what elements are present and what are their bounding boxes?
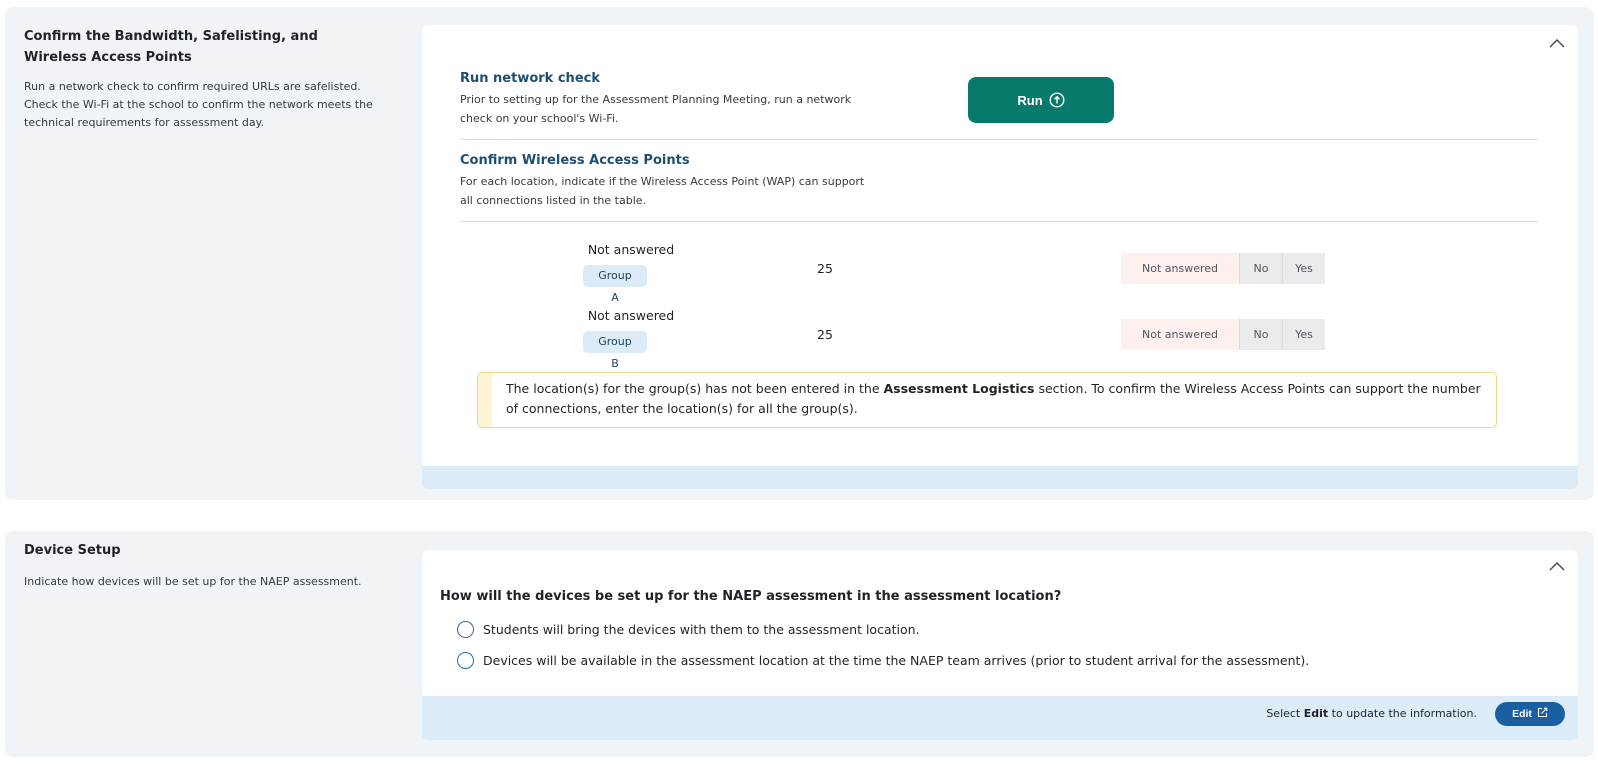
card-footer (422, 466, 1578, 489)
group-b-option-no[interactable]: No (1239, 319, 1282, 350)
device-option-label: Students will bring the devices with them to the assessment location. (483, 622, 920, 637)
device-option-students-bring[interactable] (457, 621, 920, 638)
alert-text (506, 379, 1486, 419)
divider (460, 221, 1538, 222)
network-check-description: Prior to setting up for the Assessment Planning Meeting, run a network check on your school's Wi-Fi. (460, 93, 852, 125)
radio-button[interactable] (457, 652, 474, 669)
group-b-wap-selector (1121, 319, 1325, 350)
alert-text-after: section. To confirm the Wireless Access Points can support the number of connections, enter the location(s) for all the group(s). (506, 381, 1481, 416)
group-a-option-yes[interactable]: Yes (1282, 253, 1325, 284)
device-setup-question: How will the devices be set up for the NAEP assessment in the assessment location? (440, 589, 1062, 604)
group-a-wap-selector (1121, 253, 1325, 284)
edit-hint-before: Select (1266, 707, 1304, 720)
chevron-up-icon[interactable] (1548, 37, 1566, 51)
edit-hint-after: to update the information. (1328, 707, 1477, 720)
device-setup-description: Indicate how devices will be set up for the NAEP assessment. (24, 575, 362, 588)
wap-title: Confirm Wireless Access Points (460, 153, 690, 168)
bandwidth-section-description: Run a network check to confirm required URLs are safelisted. Check the Wi-Fi at the school to confirm the network meets the technical requirements for assessment day. (24, 80, 373, 129)
divider (460, 139, 1538, 140)
device-setup-section (5, 531, 1594, 757)
edit-button[interactable] (1495, 702, 1565, 726)
external-edit-icon (1537, 707, 1548, 721)
network-check-title: Run network check (460, 71, 600, 86)
alert-text-bold: Assessment Logistics (883, 381, 1035, 396)
run-button-label: Run (1017, 92, 1043, 108)
card-footer (422, 696, 1578, 740)
device-setup-title: Device Setup (24, 543, 121, 558)
group-a-option-not-answered[interactable]: Not answered (1121, 253, 1239, 284)
group-a-count: 25 (817, 261, 833, 276)
group-a-status: Not answered (587, 242, 675, 257)
group-b-option-not-answered[interactable]: Not answered (1121, 319, 1239, 350)
location-warning-alert (477, 372, 1497, 428)
group-b-option-yes[interactable]: Yes (1282, 319, 1325, 350)
group-b-count: 25 (817, 327, 833, 342)
radio-button[interactable] (457, 621, 474, 638)
edit-hint-text (1266, 707, 1477, 720)
run-network-check-button[interactable] (968, 77, 1114, 123)
group-a-badge: Group A (583, 265, 647, 287)
device-option-available-at-location[interactable] (457, 652, 1309, 669)
upload-circle-icon (1049, 92, 1065, 108)
chevron-up-icon[interactable] (1548, 560, 1566, 574)
group-b-status: Not answered (587, 308, 675, 323)
alert-accent-bar (478, 373, 492, 427)
edit-button-label: Edit (1512, 708, 1532, 720)
bandwidth-section (5, 7, 1594, 500)
group-b-badge: Group B (583, 331, 647, 353)
device-setup-card (422, 550, 1578, 740)
wap-description: For each location, indicate if the Wireless Access Point (WAP) can support all connections listed in the table. (460, 175, 865, 207)
bandwidth-card (422, 25, 1578, 489)
device-option-label: Devices will be available in the assessment location at the time the NAEP team arrives (prior to student arrival for the assessment). (483, 653, 1310, 668)
edit-hint-bold: Edit (1303, 707, 1329, 720)
alert-text-before: The location(s) for the group(s) has not been entered in the (506, 381, 884, 396)
group-a-option-no[interactable]: No (1239, 253, 1282, 284)
bandwidth-section-title: Confirm the Bandwidth, Safelisting, and Wireless Access Points (24, 29, 318, 65)
